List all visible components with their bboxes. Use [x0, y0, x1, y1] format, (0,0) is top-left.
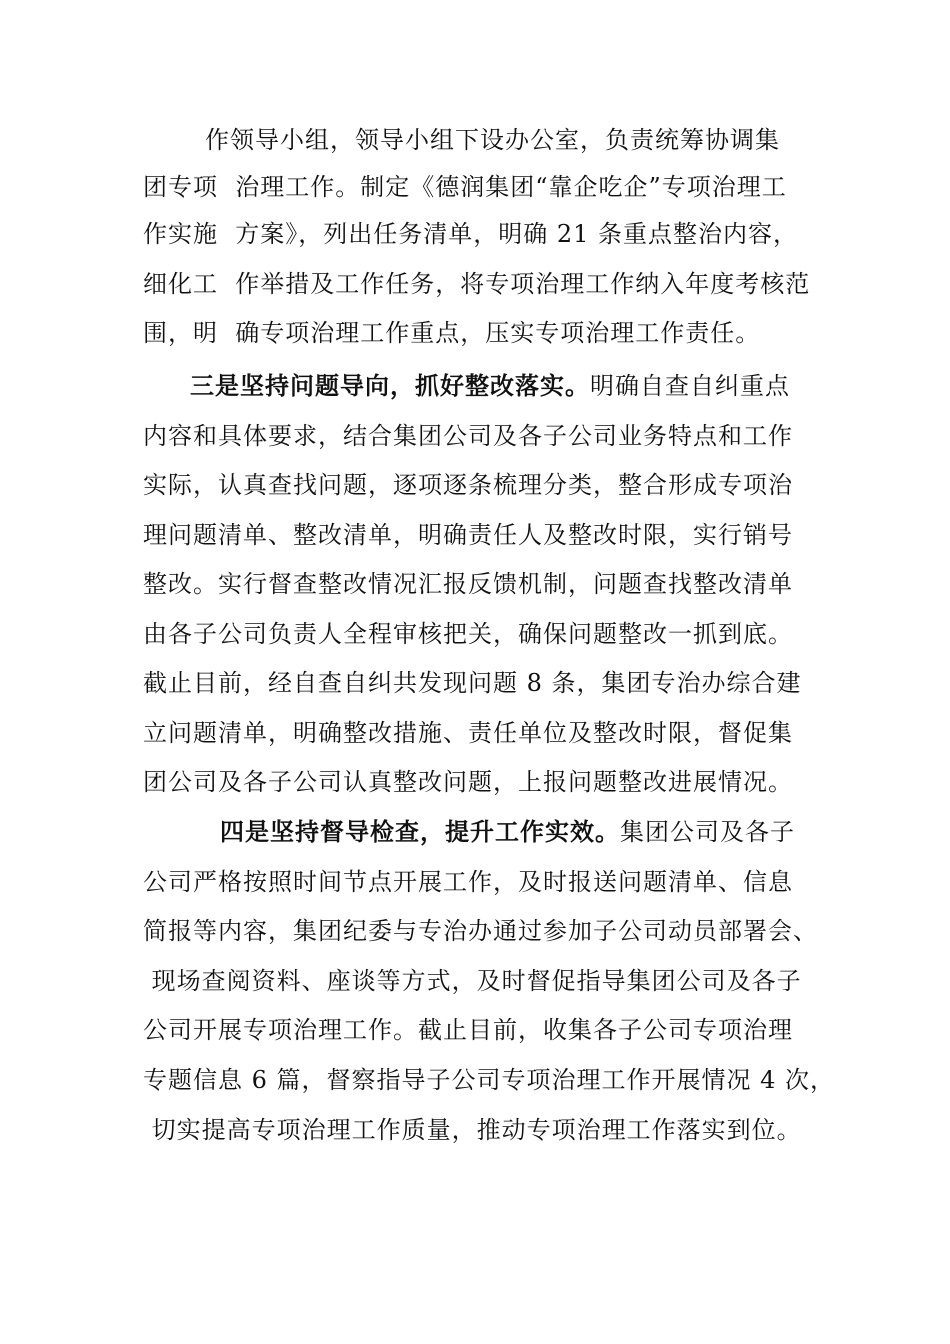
paragraph2-line-9: 团公司及各子公司认真整改问题，上报问题整改进展情况。: [143, 768, 793, 796]
paragraph2-line-3: 实际，认真查找问题，逐项逐条梳理分类，整合形成专项治: [143, 471, 793, 499]
paragraph2-first-line-rest: 明确自查自纠重点: [590, 372, 790, 400]
paragraph3-first-line: [220, 812, 795, 852]
paragraph2-line-2: 内容和具体要求，结合集团公司及各子公司业务特点和工作: [143, 422, 793, 450]
paragraph3-line-7: 切实提高专项治理工作质量，推动专项治理工作落实到位。: [143, 1116, 802, 1144]
paragraph2-heading: 三是坚持问题导向，抓好整改落实。: [190, 371, 590, 400]
paragraph1-line-5: 围，明 确专项治理工作重点，压实专项治理工作责任。: [143, 319, 761, 347]
paragraph1-line-2: 团专项 治理工作。制定《德润集团“靠企吃企”专项治理工: [143, 173, 787, 201]
paragraph3-line-5: 公司开展专项治理工作。截止目前，收集各子公司专项治理: [143, 1016, 793, 1044]
paragraph1-line-4: 细化工 作举措及工作任务，将专项治理工作纳入年度考核范: [143, 270, 811, 298]
paragraph3-heading: 四是坚持督导检查，提升工作实效。: [220, 817, 620, 846]
paragraph2-line-5: 整改。实行督查整改情况汇报反馈机制，问题查找整改清单: [143, 570, 793, 598]
paragraph3-line-6: 专题信息 6 篇，督察指导子公司专项治理工作开展情况 4 次，: [143, 1066, 836, 1094]
paragraph2-line-4: 理问题清单、整改清单，明确责任人及整改时限，实行销号: [143, 521, 793, 549]
paragraph1-line-1: 作领导小组，领导小组下设办公室，负责统筹协调集: [205, 126, 780, 154]
paragraph2-line-6: 由各子公司负责人全程审核把关，确保问题整改一抓到底。: [143, 620, 793, 648]
paragraph2-line-8: 立问题清单，明确整改措施、责任单位及整改时限，督促集: [143, 719, 793, 747]
paragraph3-first-line-rest: 集团公司及各子: [620, 818, 795, 846]
paragraph3-line-2: 公司严格按照时间节点开展工作，及时报送问题清单、信息: [143, 868, 793, 896]
paragraph3-line-4: 现场查阅资料、座谈等方式，及时督促指导集团公司及各子: [143, 967, 802, 995]
paragraph2-first-line: [190, 366, 790, 406]
paragraph2-line-7: 截止目前，经自查自纠共发现问题 8 条，集团专治办综合建: [143, 669, 802, 697]
paragraph3-line-3: 简报等内容，集团纪委与专治办通过参加子公司动员部署会、: [143, 917, 818, 945]
paragraph1-line-3: 作实施 方案》，列出任务清单，明确 21 条重点整治内容，: [143, 220, 799, 248]
